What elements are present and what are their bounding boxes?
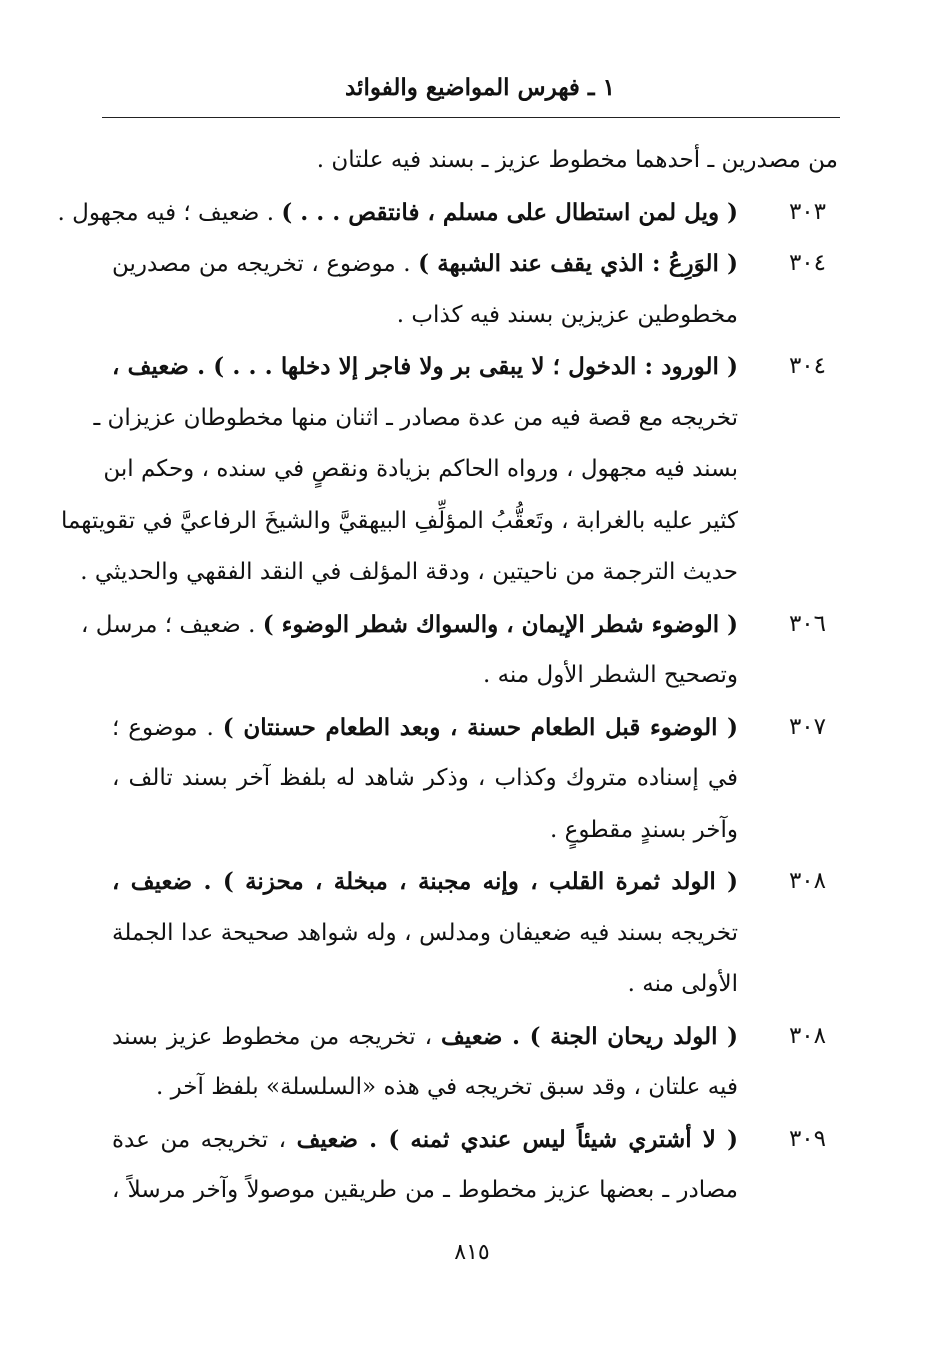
entry-text — [112, 1114, 738, 1166]
text-line: في إسناده متروك وكذاب ، وذكر شاهد له بلفظ آخر بسند تالف ، — [112, 765, 738, 791]
entry-number: ٣٠٤ — [788, 353, 826, 379]
entry-number: ٣٠٧ — [788, 713, 826, 740]
entry-grade: ، تخريجه من عدة — [112, 1126, 297, 1153]
text-line: فيه علتان ، وقد سبق تخريجه في هذه «السلسلة» بلفظ آخر . — [155, 1074, 738, 1100]
text-line: مخطوطين عزيزين بسند فيه كذاب . — [396, 301, 738, 328]
page-number: ٨١٥ — [454, 1240, 490, 1265]
index-body — [57, 135, 838, 1217]
index-entry-309 — [112, 1114, 838, 1166]
hadith-text: ( الولد ريحان الجنة ) . ضعيف — [440, 1022, 738, 1050]
index-entry-303 — [57, 187, 838, 239]
entry-number: ٣٠٩ — [788, 1125, 826, 1152]
index-entry-304 — [112, 238, 838, 290]
entry-number: ٣٠٦ — [788, 610, 826, 637]
text-line: حديث الترجمة من ناحيتين ، ودقة المؤلف في النقد الفقهي والحديثي . — [80, 559, 738, 585]
hadith-text: ( لا أشتري شيئاً ليس عندي ثمنه ) . ضعيف — [296, 1125, 738, 1153]
entry-text — [112, 702, 738, 754]
hadith-text: ( ويل لمن استطال على مسلم ، فانتقص . . . ) — [281, 198, 738, 226]
hadith-text: ( الوَرِعُ : الذي يقف عند الشبهة ) — [418, 250, 739, 277]
index-entry-306 — [81, 599, 838, 651]
entry-number: ٣٠٨ — [788, 1022, 826, 1049]
hadith-text: ( الولد ثمرة القلب ، وإنه مجبنة ، مبخلة ، محزنة ) . ضعيف ، — [112, 868, 738, 895]
text-line: كثير عليه بالغرابة ، وتَعقُّبُ المؤلِّفِ البيهقيَّ والشيخَ الرفاعيَّ في تقويتهما — [60, 507, 738, 534]
text-line: وتصحيح الشطر الأول منه . — [482, 662, 738, 688]
index-entry-308 — [112, 1011, 838, 1063]
entry-text — [112, 1011, 738, 1063]
text-line: تخريجه بسند فيه ضعيفان ومدلس ، وله شواهد صحيحة عدا الجملة — [112, 919, 738, 946]
index-entry-307 — [112, 702, 838, 754]
text-line: بسند فيه مجهول ، ورواه الحاكم بزيادة ونقصٍ في سنده ، وحكم ابن — [103, 456, 738, 482]
index-entry-308 — [112, 856, 838, 908]
entry-grade: . موضوع ، تخريجه من مصدرين — [112, 251, 419, 277]
entry-text — [81, 599, 738, 651]
text-line: تخريجه مع قصة فيه من عدة مصادر ـ اثنان منها مخطوطان عزيزان ـ — [93, 404, 738, 431]
running-header: ١ ـ فهرس المواضيع والفوائد — [344, 74, 616, 101]
entry-grade: . ضعيف ؛ مرسل ، — [81, 611, 263, 638]
entry-grade: . موضوع ؛ — [112, 714, 223, 741]
index-entry-304 — [112, 341, 838, 393]
hadith-text: ( الورود : الدخول ؛ لا يبقى بر ولا فاجر إلا دخلها . . . ) . ضعيف ، — [112, 353, 738, 380]
header-rule — [102, 117, 840, 118]
entry-number: ٣٠٤ — [788, 250, 826, 276]
entry-grade: . ضعيف ؛ فيه مجهول . — [57, 199, 282, 226]
text-line: وآخر بسندٍ مقطوعٍ . — [549, 816, 738, 843]
entry-text — [112, 238, 738, 290]
entry-text — [58, 187, 738, 239]
text-line: من مصدرين ـ أحدهما مخطوط عزيز ـ بسند فيه علتان . — [316, 147, 838, 173]
hadith-text: ( الوضوء قبل الطعام حسنة ، وبعد الطعام حسنتان ) — [222, 713, 738, 741]
entry-number: ٣٠٣ — [788, 198, 826, 225]
text-line: الأولى منه . — [627, 971, 738, 997]
entry-grade: ، تخريجه من مخطوط عزيز بسند — [112, 1023, 441, 1050]
hadith-text: ( الوضوء شطر الإيمان ، والسواك شطر الوضوء ) — [262, 610, 738, 638]
text-line: مصادر ـ بعضها عزيز مخطوط ـ من طريقين موصولاً وآخر مرسلاً ، — [112, 1177, 738, 1203]
entry-number: ٣٠٨ — [788, 868, 826, 894]
